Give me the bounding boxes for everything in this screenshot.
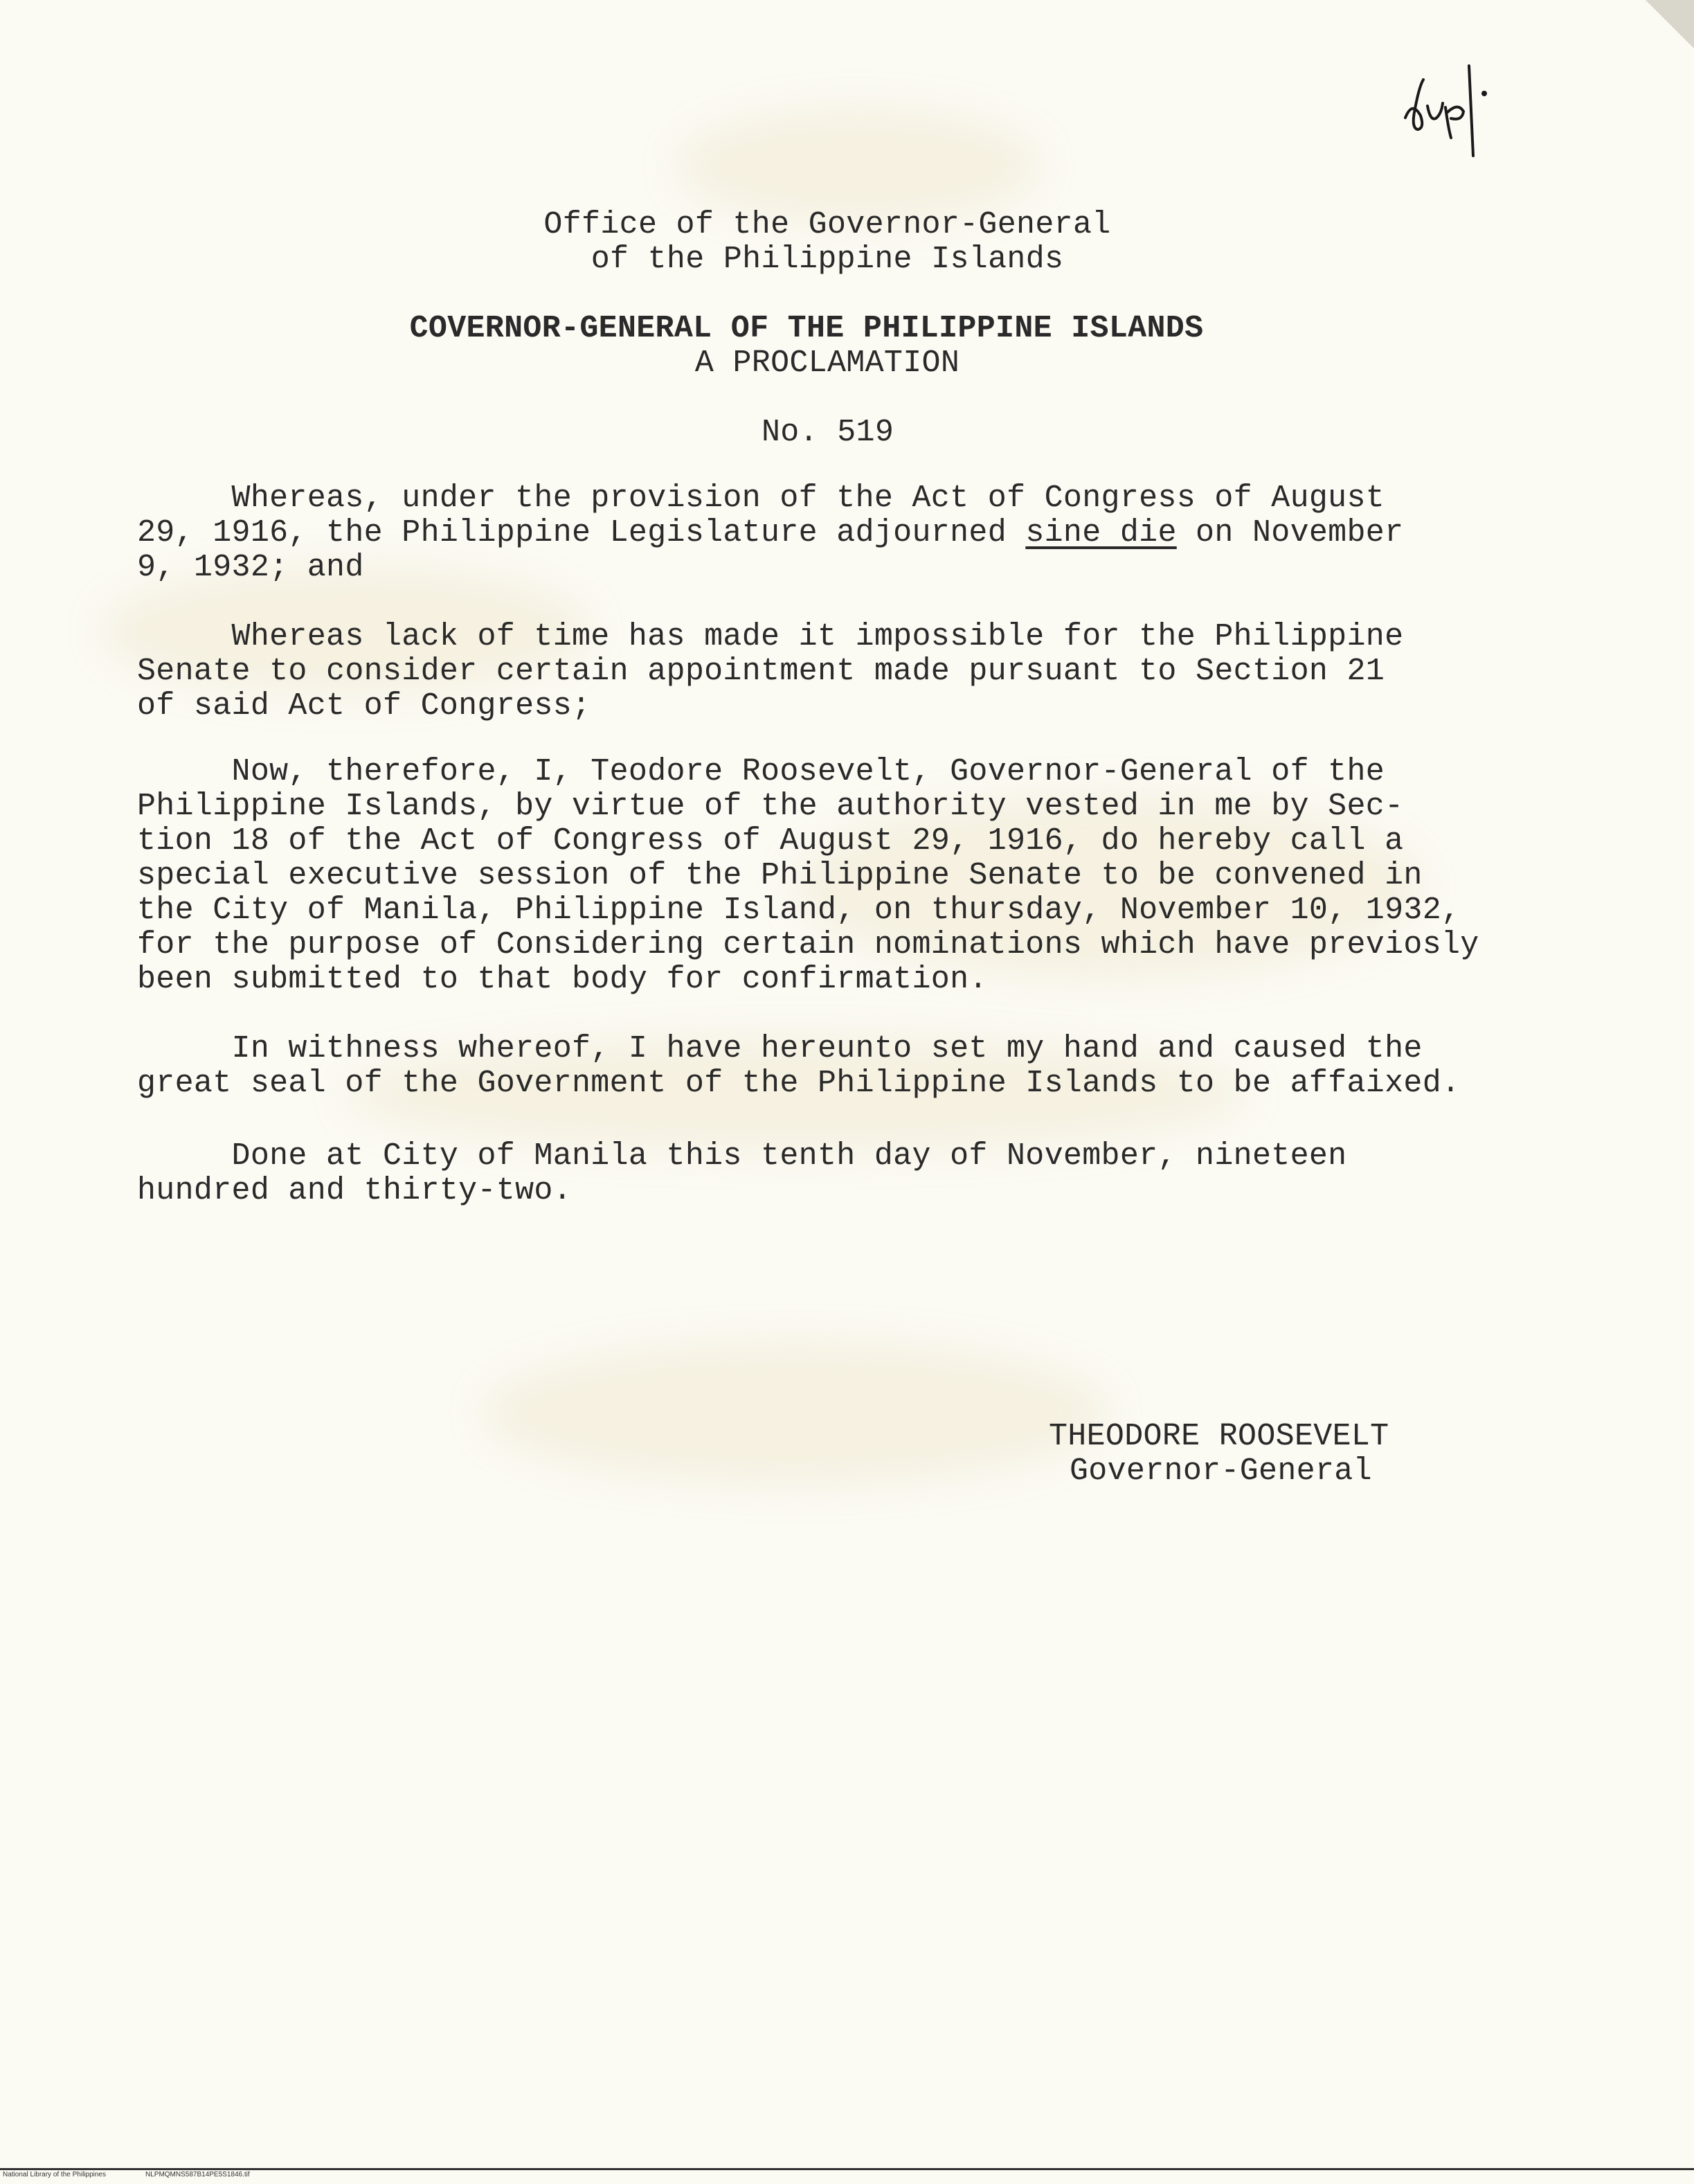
signatory-title: Governor-General	[1070, 1453, 1372, 1489]
paragraph-3-line-3: tion 18 of the Act of Congress of August 29, 1916, do hereby call a	[137, 823, 1404, 859]
proclamation-heading-line-2: A PROCLAMATION	[694, 346, 960, 381]
paragraph-1-line-2b: on November	[1176, 515, 1404, 551]
archive-file-id: NLPMQMNS587B14PE5S1846.tif	[145, 2171, 250, 2178]
proclamation-heading-line-1: COVERNOR-GENERAL OF THE PHILIPPINE ISLANDS	[409, 311, 1204, 346]
paragraph-3-line-5: the City of Manila, Philippine Island, on thursday, November 10, 1932,	[137, 893, 1461, 928]
paragraph-3-line-2: Philippine Islands, by virtue of the authority vested in me by Sec-	[137, 789, 1404, 824]
paragraph-1-line-2	[137, 516, 1403, 551]
archive-library-label: National Library of the Philippines	[3, 2171, 106, 2178]
paragraph-4-line-1: In withness whereof, I have hereunto set my hand and caused the	[137, 1031, 1423, 1066]
paper-stain	[678, 111, 1038, 222]
paragraph-5-line-1: Done at City of Manila this tenth day of November, nineteen	[137, 1138, 1347, 1174]
paragraph-1-line-3: 9, 1932; and	[137, 550, 364, 585]
page-corner-fold	[1646, 0, 1694, 48]
paragraph-1-line-2a: 29, 1916, the Philippine Legislature adjourned	[137, 515, 1026, 551]
signatory-name: THEODORE ROOSEVELT	[1049, 1419, 1389, 1454]
paragraph-3-line-4: special executive session of the Philippine Senate to be convened in	[137, 858, 1423, 893]
paragraph-1-line-1: Whereas, under the provision of the Act of Congress of August	[137, 481, 1385, 516]
paragraph-2-line-3: of said Act of Congress;	[137, 688, 591, 724]
handwritten-annotation	[1391, 52, 1516, 177]
paragraph-2-line-1: Whereas lack of time has made it impossible for the Philippine	[137, 619, 1404, 654]
paragraph-5-line-2: hundred and thirty-two.	[137, 1173, 573, 1208]
paragraph-3-line-7: been submitted to that body for confirmation.	[137, 962, 988, 997]
paragraph-4-line-2: great seal of the Government of the Philippine Islands to be affaixed.	[137, 1066, 1461, 1101]
sine-die-underlined: sine die	[1025, 515, 1177, 551]
office-line-2: of the Philippine Islands	[591, 242, 1064, 277]
archive-footer-strip	[0, 2168, 1694, 2184]
paper-stain	[485, 1343, 1108, 1482]
paragraph-2-line-2: Senate to consider certain appointment made pursuant to Section 21	[137, 654, 1385, 689]
paragraph-3-line-6: for the purpose of Considering certain nominations which have previosly	[137, 927, 1479, 963]
office-line-1: Office of the Governor-General	[543, 207, 1111, 242]
paragraph-3-line-1: Now, therefore, I, Teodore Roosevelt, Governor-General of the	[137, 754, 1385, 789]
proclamation-number: No. 519	[762, 415, 894, 450]
